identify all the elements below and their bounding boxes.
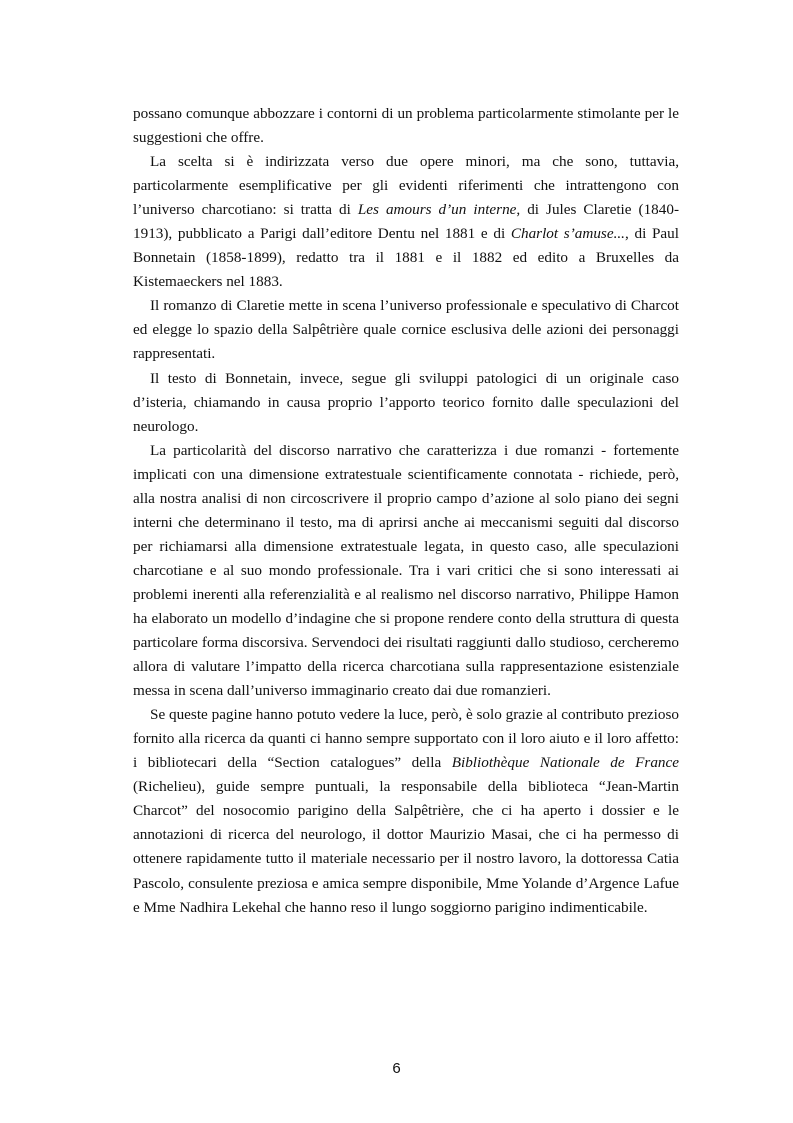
- text-run: , di Paul Bonnetain (1858-1899), redatto tra il 1881 e il 1882 ed edito a Bruxelles da Kistemaeckers nel 1883.: [133, 225, 679, 291]
- paragraph-bonnetain: Il testo di Bonnetain, invece, segue gli sviluppi patologici di un originale caso d’isteria, chiamando in causa proprio l’apporto teorico fornito dalle speculazioni del neurologo.: [133, 369, 679, 435]
- paragraph-acknowledgements: [133, 703, 679, 919]
- text-run: Se queste pagine hanno potuto vedere la luce, però, è solo grazie al contributo prezioso fornito alla ricerca da quanti ci hanno sempre supportato con il loro aiuto e il loro affetto: i bibliotecari della “Section catalogues” della: [133, 706, 679, 772]
- page-body: [133, 102, 679, 920]
- institution-title: Bibliothèque Nationale de France: [451, 754, 680, 772]
- book-title: Charlot s’amuse...: [510, 225, 625, 243]
- text-run: (Richelieu), guide sempre puntuali, la responsabile della biblioteca “Jean-Martin Charcot” del nosocomio parigino della Salpêtrière, che ci ha aperto i dossier e le annotazioni di ricerca del neurologo, il dottor Maurizio Masai, che ci ha permesso di ottenere rapidamente tutto il materiale necessario per il nostro lavoro, la dottoressa Catia Pascolo, consulente preziosa e amica sempre disponibile, Mme Yolande d’Argence Lafue e Mme Nadhira Lekehal che hanno reso il lungo soggiorno parigino indimenticabile.: [133, 778, 679, 916]
- paragraph-method: La particolarità del discorso narrativo che caratterizza i due romanzi - fortemente implicati con una dimensione extratestuale scientificamente connotata - richiede, però, alla nostra analisi di non circoscrivere il proprio campo d’azione al solo piano dei segni interni che determinano il testo, ma di aprirsi anche ai meccanismi seguiti dal discorso per richiamarsi alla dimensione extratestuale legata, in questo caso, alle speculazioni charcotiane e al suo mondo professionale. Tra i vari critici che si sono interessati ai problemi inerenti alla referenzialità e al realismo nel discorso narrativo, Philippe Hamon ha elaborato un modello d’indagine che si propone rendere conto della struttura di questa particolare forma discorsiva. Servendoci dei risultati raggiunti dallo studioso, cercheremo allora di valutare l’impatto della ricerca charcotiana sulla rappresentazione esistenziale messa in scena dall’universo immaginario creato dai due romanzieri.: [133, 441, 679, 700]
- book-title: Les amours d’un interne: [357, 201, 517, 219]
- text-run: , di Jules Claretie (1840-1913), pubblicato a Parigi dall’editore Dentu nel 1881 e di: [133, 201, 679, 243]
- text-run: La scelta si è indirizzata verso due opere minori, ma che sono, tuttavia, particolarmente esemplificative per gli evidenti riferimenti che intrattengono con l’universo charcotiano: si tratta di: [133, 153, 679, 219]
- paragraph-claretie: Il romanzo di Claretie mette in scena l’universo professionale e speculativo di Charcot ed elegge lo spazio della Salpêtrière quale cornice esclusiva delle azioni dei personaggi rappresentati.: [133, 297, 679, 363]
- paragraph-works-choice: [133, 150, 679, 294]
- paragraph-continuation: possano comunque abbozzare i contorni di un problema particolarmente stimolante per le suggestioni che offre.: [133, 105, 679, 147]
- page-number: 6: [392, 1060, 401, 1077]
